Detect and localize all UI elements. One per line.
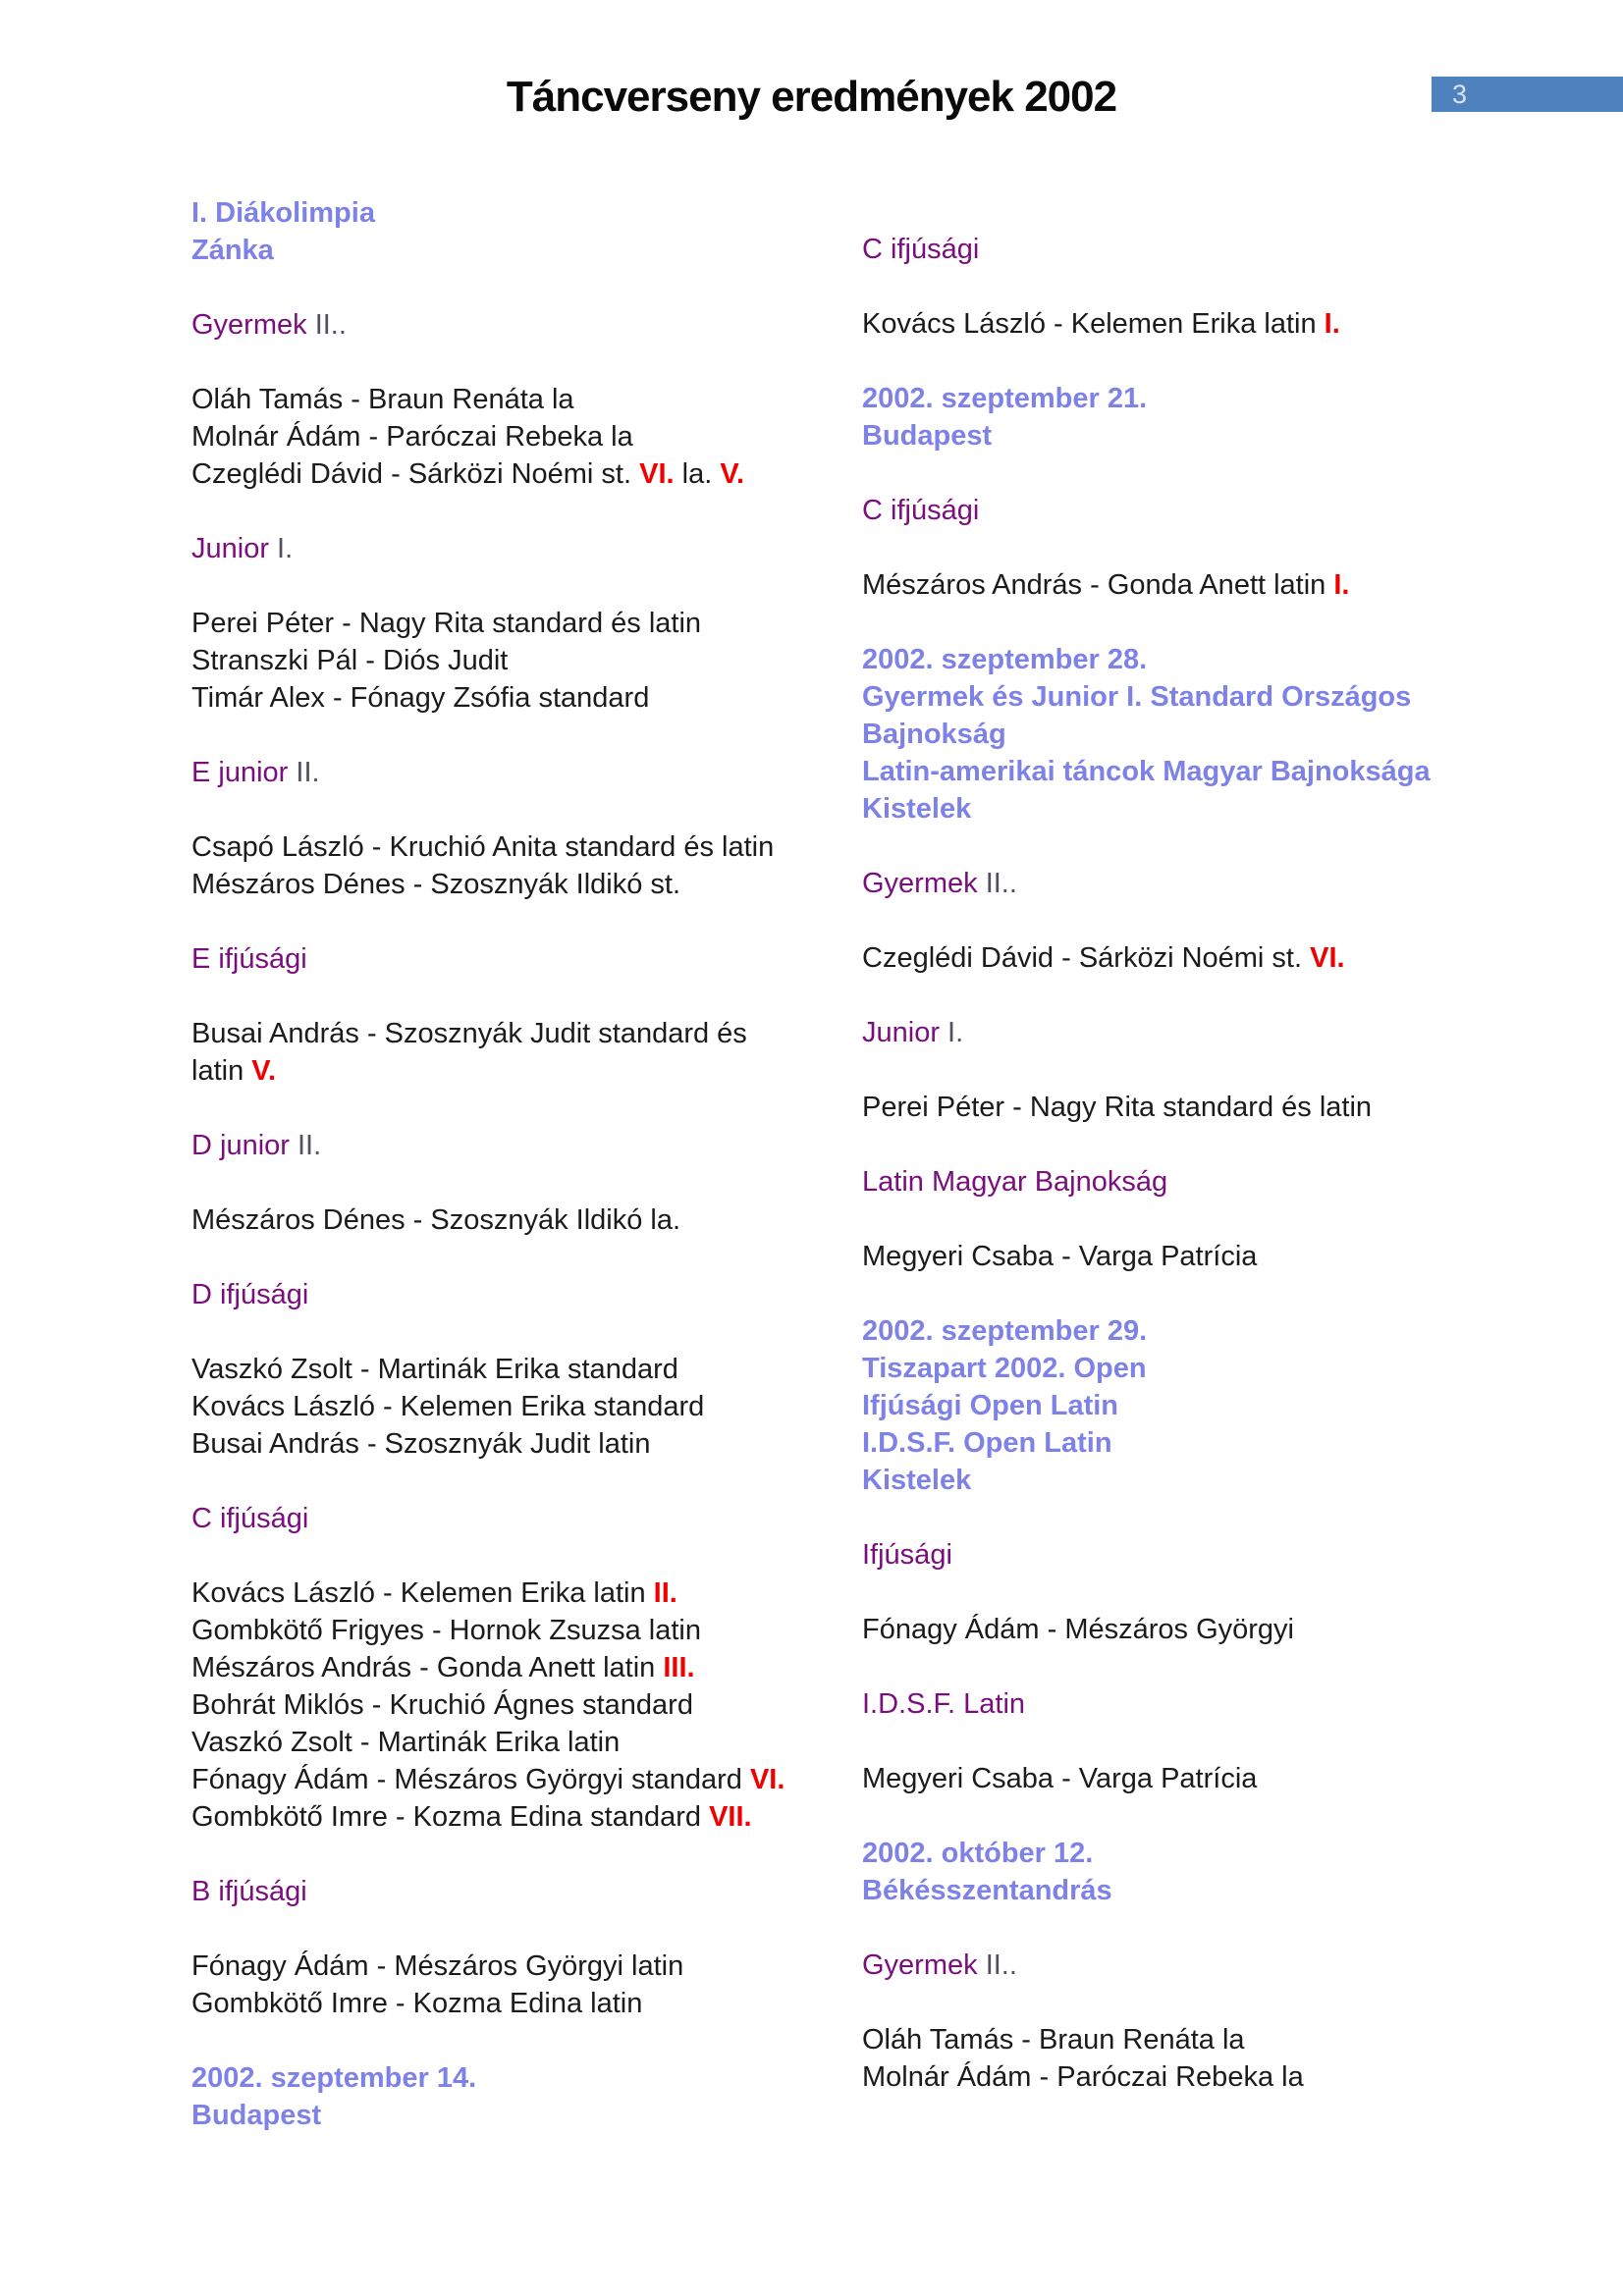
text-line xyxy=(862,716,1530,753)
text-line xyxy=(862,753,1530,790)
text-segment: Tiszapart 2002. Open xyxy=(862,1353,1147,1384)
text-line xyxy=(862,1089,1530,1126)
text-line xyxy=(862,790,1530,828)
text-segment: II.. xyxy=(314,309,347,341)
block-result xyxy=(191,1015,859,1090)
text-segment: Gombkötő Frigyes - Hornok Zsuzsa latin xyxy=(191,1615,701,1646)
text-segment: Molnár Ádám - Paróczai Rebeka la xyxy=(862,2061,1304,2093)
text-line xyxy=(191,530,859,567)
text-segment: E junior xyxy=(191,757,297,788)
text-line xyxy=(191,642,859,679)
text-segment: Latin Magyar Bajnokság xyxy=(862,1166,1168,1198)
text-segment: D junior xyxy=(191,1130,298,1161)
text-segment: VI. xyxy=(749,1764,785,1795)
text-line xyxy=(862,492,1530,529)
text-line xyxy=(191,1127,859,1164)
text-line xyxy=(862,641,1530,678)
text-segment: Gombkötő Imre - Kozma Edina latin xyxy=(191,1988,643,2019)
text-segment: Perei Péter - Nagy Rita standard és latin xyxy=(191,608,702,639)
text-line xyxy=(862,1424,1530,1462)
text-line xyxy=(862,231,1530,268)
text-segment: III. xyxy=(663,1652,695,1683)
text-segment: C ifjúsági xyxy=(191,1503,309,1534)
block-result xyxy=(862,2021,1530,2096)
text-segment: Oláh Tamás - Braun Renáta la xyxy=(191,384,574,415)
text-line xyxy=(191,1686,859,1724)
text-line xyxy=(191,828,859,866)
block-date xyxy=(862,1312,1530,1499)
text-segment: II. xyxy=(298,1130,322,1161)
block-result xyxy=(191,381,859,493)
block-category xyxy=(191,530,859,567)
text-segment: Mészáros András - Gonda Anett latin xyxy=(862,569,1334,601)
block-result xyxy=(191,1948,859,2022)
text-segment: I. xyxy=(947,1017,964,1048)
text-segment: Busai András - Szosznyák Judit standard és xyxy=(191,1018,747,1049)
block-result xyxy=(862,1611,1530,1648)
text-line xyxy=(862,305,1530,343)
block-result xyxy=(191,1351,859,1463)
text-line xyxy=(191,1724,859,1761)
text-segment: Mészáros Dénes - Szosznyák Ildikó st. xyxy=(191,869,681,900)
text-line xyxy=(862,1238,1530,1275)
text-line xyxy=(191,381,859,418)
text-line xyxy=(191,940,859,978)
text-segment: 2002. október 12. xyxy=(862,1838,1094,1869)
text-line xyxy=(191,754,859,791)
text-segment: V. xyxy=(251,1055,277,1087)
text-segment: B ifjúsági xyxy=(191,1876,307,1907)
text-segment: Molnár Ádám - Paróczai Rebeka la xyxy=(191,421,633,453)
text-segment: 2002. szeptember 21. xyxy=(862,383,1148,414)
text-segment: VI. xyxy=(1310,942,1345,974)
text-segment: Kistelek xyxy=(862,793,972,825)
text-segment: Busai András - Szosznyák Judit latin xyxy=(191,1428,651,1460)
block-date xyxy=(862,1835,1530,1909)
block-result xyxy=(191,1201,859,1239)
text-segment: Gyermek xyxy=(191,309,315,341)
text-segment: Békésszentandrás xyxy=(862,1875,1112,1906)
text-segment: I. xyxy=(1333,569,1350,601)
text-segment: Oláh Tamás - Braun Renáta la xyxy=(862,2024,1245,2056)
text-segment: Kistelek xyxy=(862,1465,972,1496)
text-line xyxy=(862,2021,1530,2058)
text-line xyxy=(191,1351,859,1388)
text-segment: E ifjúsági xyxy=(191,943,307,975)
text-line xyxy=(191,605,859,642)
text-line xyxy=(191,1015,859,1052)
text-segment: II.. xyxy=(985,1949,1017,1981)
text-line xyxy=(191,2097,859,2134)
block-result xyxy=(862,566,1530,604)
block-category xyxy=(862,1163,1530,1201)
text-segment: Latin-amerikai táncok Magyar Bajnoksága xyxy=(862,756,1431,787)
block-date xyxy=(191,2059,859,2134)
block-result xyxy=(191,605,859,717)
text-line xyxy=(191,1575,859,1612)
text-line xyxy=(862,1462,1530,1499)
text-segment: Megyeri Csaba - Varga Patrícia xyxy=(862,1241,1258,1272)
text-segment: Junior xyxy=(862,1017,948,1048)
text-segment: 2002. szeptember 29. xyxy=(862,1315,1148,1347)
text-segment: Mészáros Dénes - Szosznyák Ildikó la. xyxy=(191,1204,681,1236)
block-category xyxy=(191,1873,859,1910)
text-segment: Bajnokság xyxy=(862,719,1006,750)
text-segment: Gyermek xyxy=(862,868,986,899)
text-segment: V. xyxy=(720,458,745,490)
block-category xyxy=(191,1127,859,1164)
text-line xyxy=(191,2059,859,2097)
text-segment: Bohrát Miklós - Kruchió Ágnes standard xyxy=(191,1689,693,1721)
text-line xyxy=(191,1761,859,1798)
text-segment: Budapest xyxy=(862,420,993,452)
text-line xyxy=(191,679,859,717)
text-segment: D ifjúsági xyxy=(191,1279,309,1310)
page-number: 3 xyxy=(1452,80,1468,109)
text-segment: I.D.S.F. Open Latin xyxy=(862,1427,1112,1459)
block-result xyxy=(862,1238,1530,1275)
block-category xyxy=(862,1536,1530,1574)
block-category xyxy=(191,1276,859,1313)
text-segment: 2002. szeptember 28. xyxy=(862,644,1148,675)
column-left xyxy=(191,194,859,2171)
text-segment: Kovács László - Kelemen Erika latin xyxy=(191,1577,654,1609)
text-line xyxy=(191,194,859,232)
text-segment: I. xyxy=(1324,308,1340,340)
text-line xyxy=(191,1612,859,1649)
text-segment: latin xyxy=(191,1055,252,1087)
text-segment: Junior xyxy=(191,533,278,564)
text-line xyxy=(862,417,1530,454)
text-line xyxy=(191,1649,859,1686)
text-line xyxy=(191,1873,859,1910)
block-category xyxy=(191,754,859,791)
text-line xyxy=(862,678,1530,716)
text-line xyxy=(862,1312,1530,1350)
text-line xyxy=(191,306,859,344)
block-result xyxy=(191,828,859,903)
block-category xyxy=(862,865,1530,902)
text-line xyxy=(862,1536,1530,1574)
text-line xyxy=(862,1387,1530,1424)
text-segment: C ifjúsági xyxy=(862,495,980,526)
text-segment: Kovács László - Kelemen Erika standard xyxy=(191,1391,705,1422)
text-segment: VII. xyxy=(709,1801,752,1833)
text-line xyxy=(191,1201,859,1239)
text-line xyxy=(862,380,1530,417)
text-segment: Megyeri Csaba - Varga Patrícia xyxy=(862,1763,1258,1794)
text-line xyxy=(862,1014,1530,1051)
text-line xyxy=(191,1388,859,1425)
text-segment: I.D.S.F. Latin xyxy=(862,1688,1026,1720)
text-segment: Vaszkó Zsolt - Martinák Erika standard xyxy=(191,1354,678,1385)
block-result xyxy=(862,939,1530,977)
text-line xyxy=(191,1500,859,1537)
text-line xyxy=(862,939,1530,977)
text-segment: Timár Alex - Fónagy Zsófia standard xyxy=(191,682,650,714)
text-segment: Zánka xyxy=(191,235,274,266)
block-date xyxy=(862,380,1530,454)
text-segment: I. Diákolimpia xyxy=(191,197,375,229)
text-line xyxy=(862,2058,1530,2096)
text-line xyxy=(191,1052,859,1090)
text-segment: Fónagy Ádám - Mészáros Györgyi standard xyxy=(191,1764,750,1795)
block-category xyxy=(191,1500,859,1537)
text-line xyxy=(862,1835,1530,1872)
block-result xyxy=(862,1089,1530,1126)
text-line xyxy=(862,566,1530,604)
text-segment: Fónagy Ádám - Mészáros Györgyi latin xyxy=(191,1950,684,1982)
text-line xyxy=(191,1948,859,1985)
text-segment: Ifjúsági Open Latin xyxy=(862,1390,1119,1421)
text-line xyxy=(191,866,859,903)
text-line xyxy=(862,1163,1530,1201)
text-line xyxy=(191,1798,859,1836)
block-category xyxy=(862,1947,1530,1984)
block-result xyxy=(191,1575,859,1836)
block-category xyxy=(191,306,859,344)
block-date xyxy=(862,641,1530,828)
text-line xyxy=(191,418,859,455)
column-right xyxy=(862,231,1530,2133)
text-segment: la. xyxy=(674,458,721,490)
text-segment: Vaszkó Zsolt - Martinák Erika latin xyxy=(191,1727,621,1758)
page-number-box xyxy=(1432,77,1623,112)
block-category xyxy=(862,492,1530,529)
text-segment: Gyermek xyxy=(862,1949,986,1981)
text-segment: II.. xyxy=(985,868,1017,899)
text-segment: C ifjúsági xyxy=(862,234,980,265)
text-segment: Kovács László - Kelemen Erika latin xyxy=(862,308,1325,340)
text-segment: Fónagy Ádám - Mészáros Györgyi xyxy=(862,1614,1294,1645)
text-segment: Gombkötő Imre - Kozma Edina standard xyxy=(191,1801,710,1833)
text-line xyxy=(862,1872,1530,1909)
text-segment: Budapest xyxy=(191,2100,322,2131)
text-line xyxy=(862,865,1530,902)
text-line xyxy=(862,1947,1530,1984)
text-line xyxy=(191,1276,859,1313)
text-line xyxy=(862,1350,1530,1387)
text-segment: Ifjúsági xyxy=(862,1539,952,1571)
text-segment: Stranszki Pál - Diós Judit xyxy=(191,645,509,676)
block-result xyxy=(862,305,1530,343)
text-segment: VI. xyxy=(639,458,675,490)
text-line xyxy=(191,232,859,269)
block-date xyxy=(191,194,859,269)
text-segment: Perei Péter - Nagy Rita standard és latin xyxy=(862,1092,1373,1123)
text-segment: Czeglédi Dávid - Sárközi Noémi st. xyxy=(862,942,1311,974)
text-segment: I. xyxy=(277,533,294,564)
text-line xyxy=(862,1611,1530,1648)
text-line xyxy=(862,1760,1530,1797)
block-result xyxy=(862,1760,1530,1797)
text-segment: II. xyxy=(296,757,320,788)
text-line xyxy=(191,1425,859,1463)
text-segment: Gyermek és Junior I. Standard Országos xyxy=(862,681,1412,713)
text-line xyxy=(191,455,859,493)
text-segment: Mészáros András - Gonda Anett latin xyxy=(191,1652,664,1683)
text-segment: 2002. szeptember 14. xyxy=(191,2062,477,2094)
block-category xyxy=(191,940,859,978)
text-segment: Csapó László - Kruchió Anita standard és latin xyxy=(191,831,775,863)
text-line xyxy=(191,1985,859,2022)
block-category xyxy=(862,231,1530,268)
page-title: Táncverseny eredmények 2002 xyxy=(506,73,1117,121)
block-category xyxy=(862,1685,1530,1723)
text-segment: II. xyxy=(653,1577,677,1609)
block-category xyxy=(862,1014,1530,1051)
text-line xyxy=(862,1685,1530,1723)
text-segment: Czeglédi Dávid - Sárközi Noémi st. xyxy=(191,458,640,490)
